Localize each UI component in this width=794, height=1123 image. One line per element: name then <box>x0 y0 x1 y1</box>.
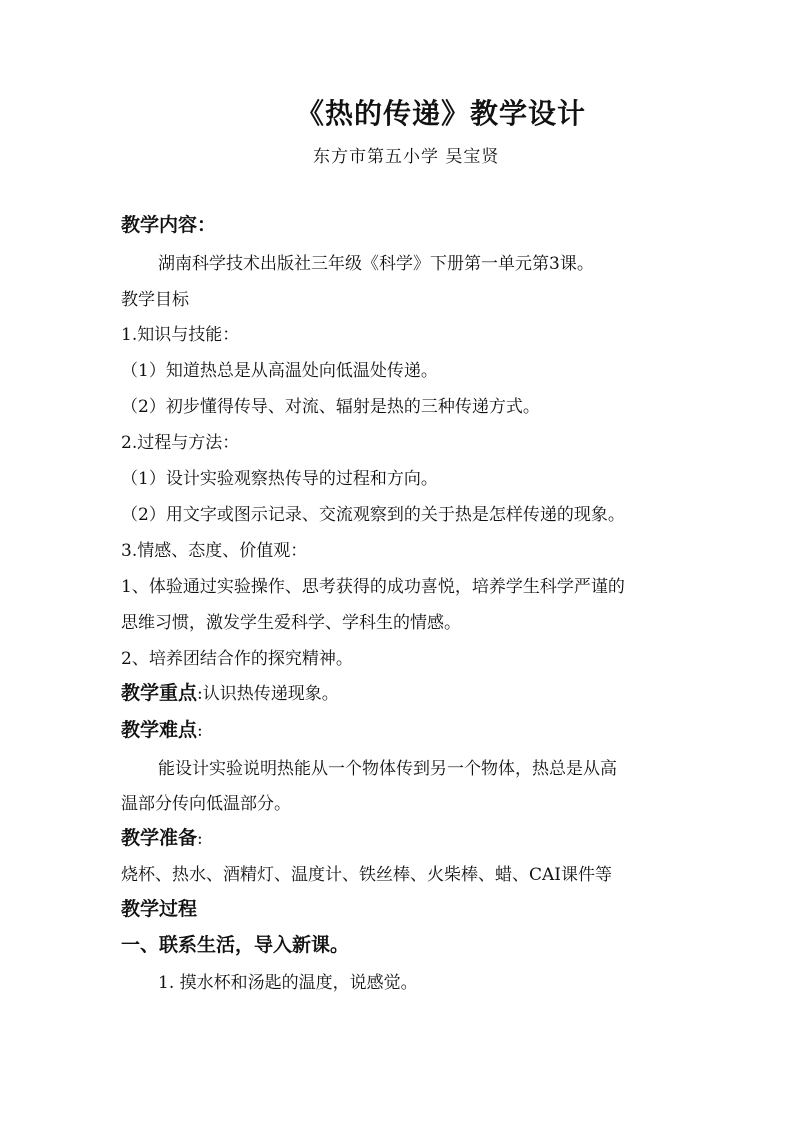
goal3-heading: 3.情感、态度、价值观： <box>121 541 308 561</box>
goal2-item1: （1）设计实验观察热传导的过程和方向。 <box>121 469 438 489</box>
goal1-item2: （2）初步懂得传导、对流、辐射是热的三种传递方式。 <box>121 397 540 417</box>
goal3-item2: 2、培养团结合作的探究精神。 <box>121 649 353 669</box>
difficulty-heading: 教学难点 <box>121 719 198 741</box>
doc-title: 《热的传递》教学设计 <box>296 97 587 130</box>
prep-text: 烧杯、热水、酒精灯、温度计、铁丝棒、火柴棒、蜡、CAI课件等 <box>121 865 612 885</box>
goals-heading: 教学目标 <box>121 290 189 310</box>
key-point-text: :认识热传递现象。 <box>197 684 339 704</box>
goal3-item1-line2: 思维习惯，激发学生爱科学、学科生的情感。 <box>121 613 461 633</box>
prep-heading: 教学准备 <box>121 827 198 849</box>
content-text: 湖南科学技术出版社三年级《科学》下册第一单元第3课。 <box>158 254 594 274</box>
difficulty-line2: 温部分传向低温部分。 <box>121 794 291 814</box>
section1-heading: 一、联系生活，导入新课。 <box>121 934 350 956</box>
prep-heading-line <box>121 827 203 850</box>
goal1-heading: 1.知识与技能： <box>121 325 240 345</box>
difficulty-heading-line <box>121 719 203 742</box>
difficulty-colon: : <box>197 721 203 741</box>
doc-author: 东方市第五小学 吴宝贤 <box>313 147 500 167</box>
key-point-label: 教学重点 <box>121 682 198 704</box>
process-heading: 教学过程 <box>121 898 198 920</box>
goal2-heading: 2.过程与方法： <box>121 433 240 453</box>
goal2-item2: （2）用文字或图示记录、交流观察到的关于热是怎样传递的现象。 <box>121 505 625 525</box>
goal1-item1: （1）知道热总是从高温处向低温处传递。 <box>121 361 438 381</box>
section1-item1: 1. 摸水杯和汤匙的温度，说感觉。 <box>158 973 418 993</box>
goal3-item1-line1: 1、体验通过实验操作、思考获得的成功喜悦，培养学生科学严谨的 <box>121 577 625 597</box>
difficulty-line1: 能设计实验说明热能从一个物体传到另一个物体，热总是从高 <box>158 759 617 779</box>
key-point-line <box>121 682 339 705</box>
prep-colon: : <box>197 829 203 849</box>
content-heading: 教学内容： <box>121 214 217 236</box>
